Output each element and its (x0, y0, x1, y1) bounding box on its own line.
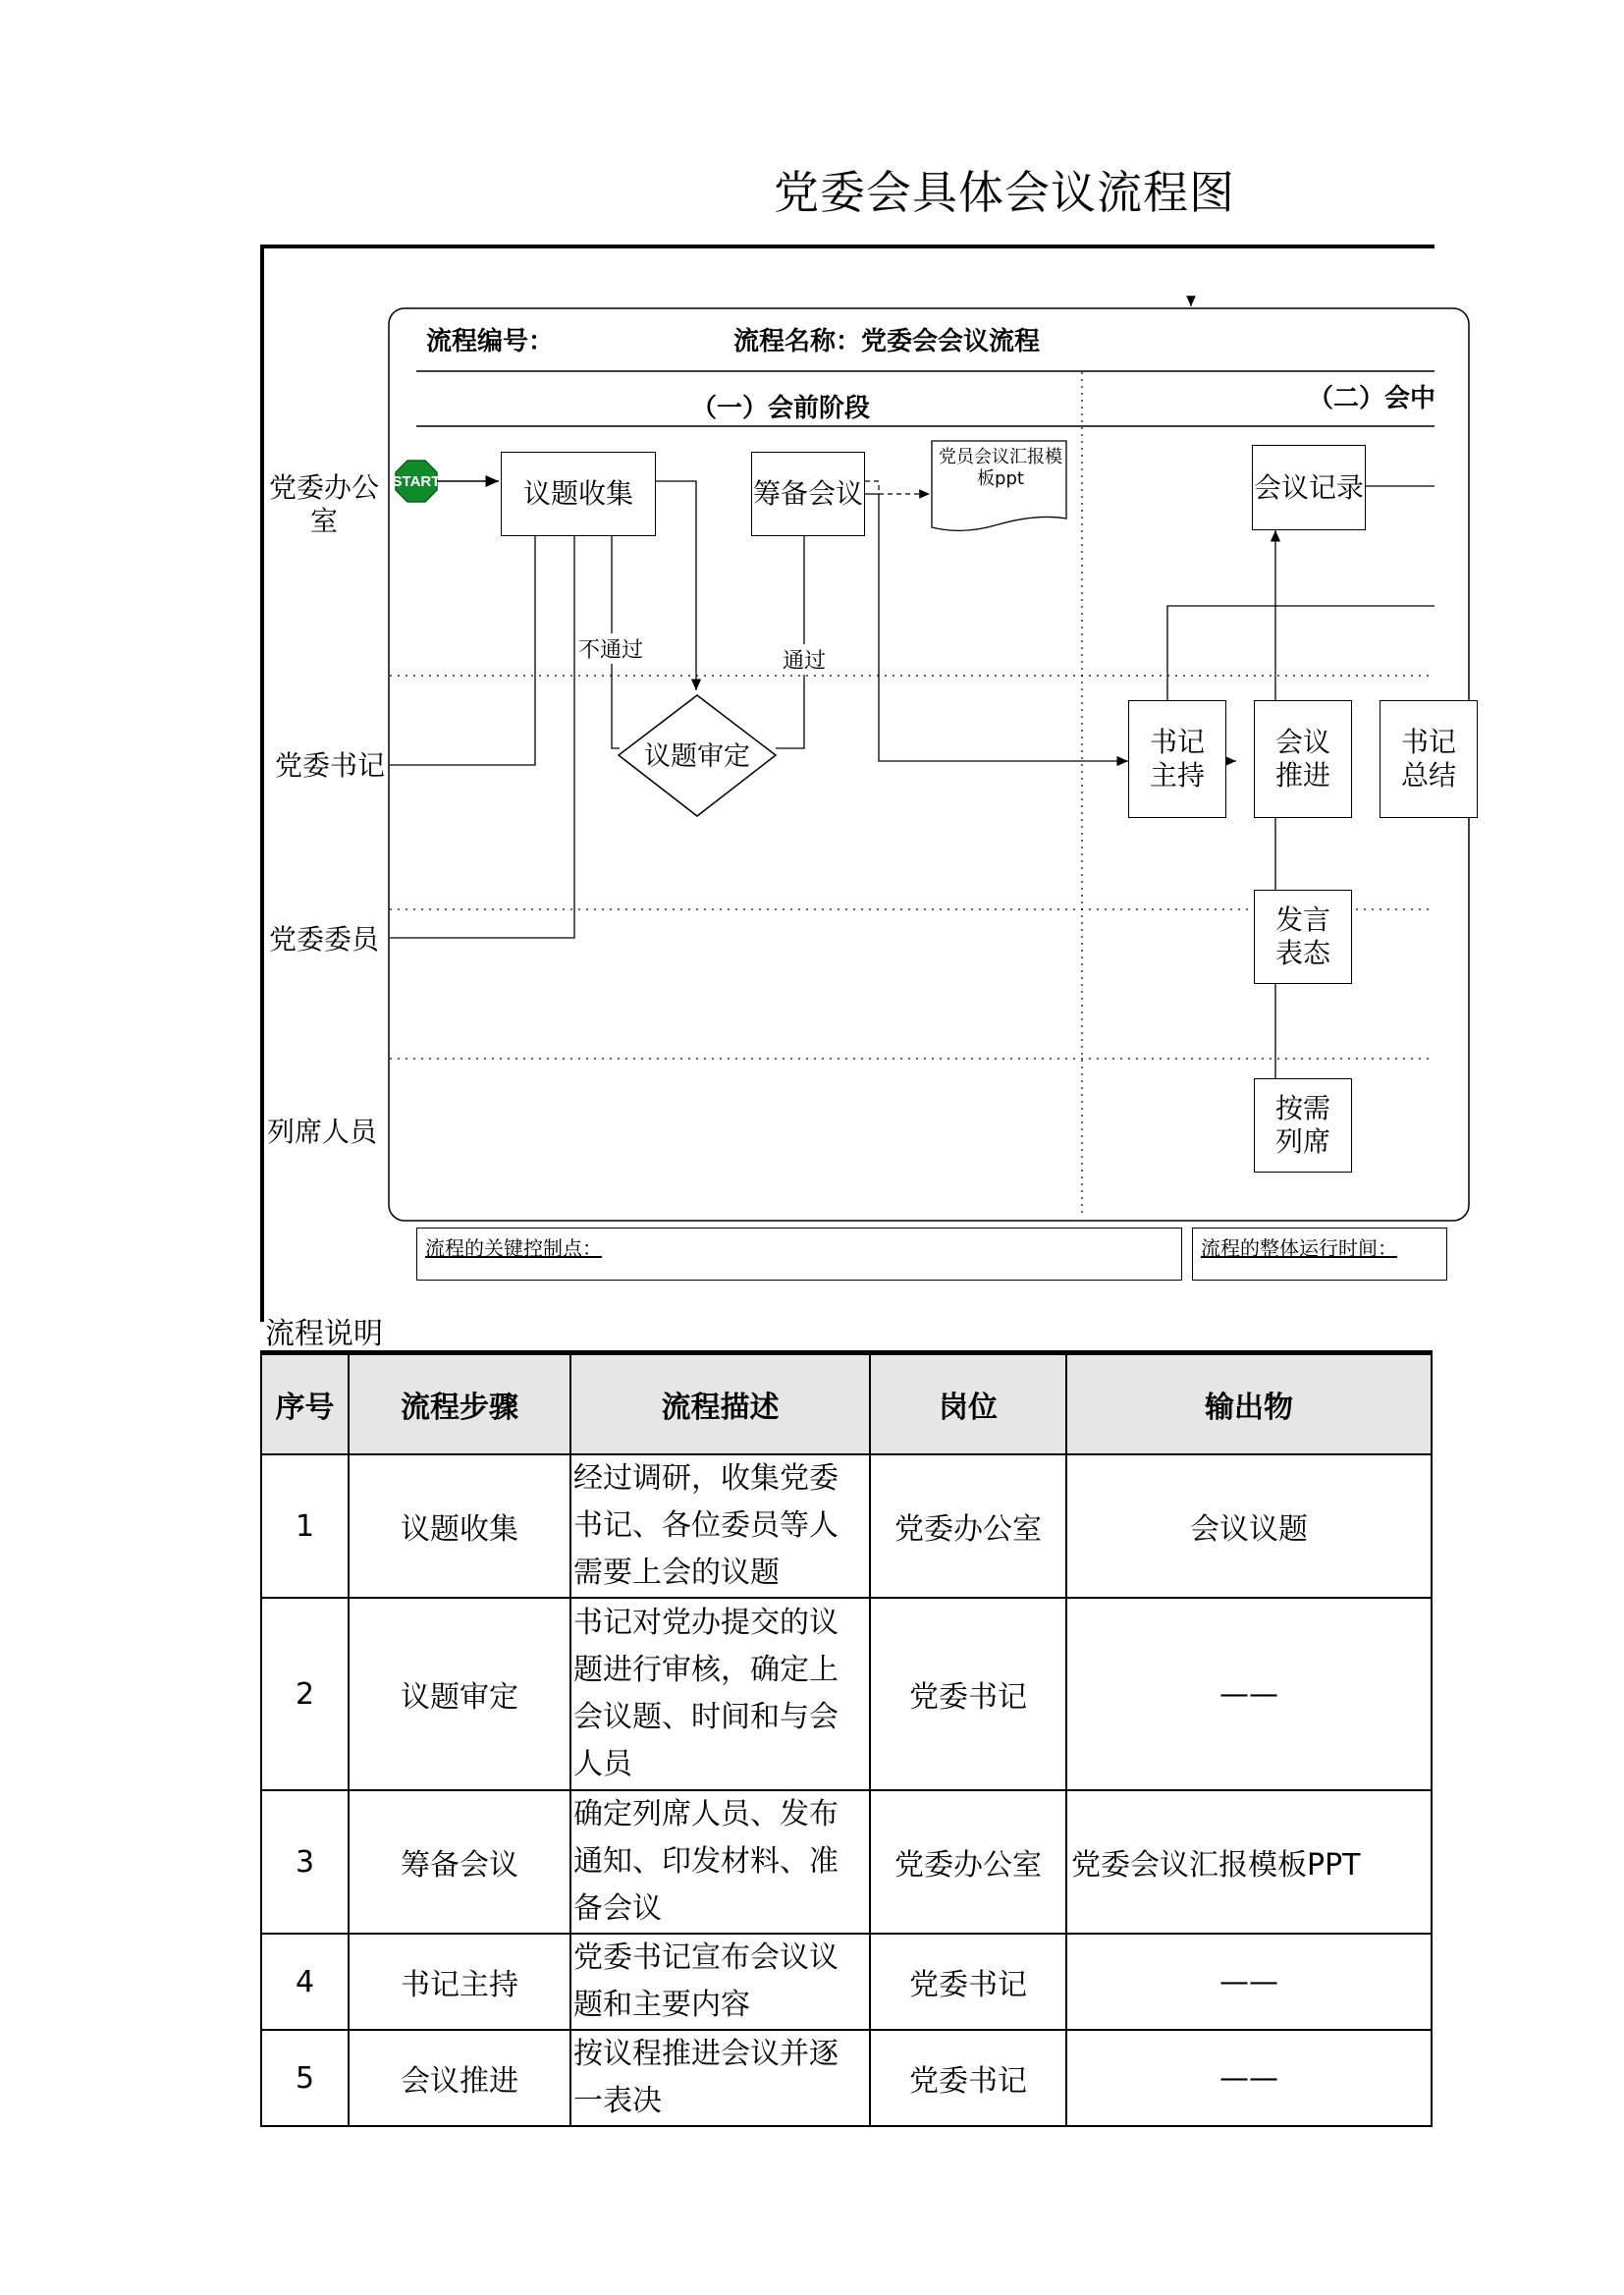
column-header-no: 序号 (261, 1353, 349, 1455)
column-header-step: 流程步骤 (349, 1353, 570, 1455)
table-row (261, 1454, 1432, 1598)
cell-desc: 确定列席人员、发布通知、印发材料、准备会议 (570, 1790, 870, 1934)
edge-label-passed: 通过 (783, 644, 826, 675)
cell-step: 议题审定 (349, 1598, 570, 1790)
edge-prepare-ppt (865, 481, 930, 494)
cell-role: 党委书记 (870, 1934, 1066, 2030)
start-label: START (392, 473, 441, 490)
cell-output: —— (1066, 1598, 1432, 1790)
column-header-role: 岗位 (870, 1353, 1066, 1455)
node-review-topics: 议题审定 (644, 741, 750, 772)
cell-no: 2 (261, 1598, 349, 1790)
edge-review-passed (776, 523, 804, 748)
page-title: 党委会具体会议流程图 (774, 166, 1235, 219)
lane-label-attendees: 列席人员 (266, 1116, 377, 1148)
cell-desc: 党委书记宣布会议议题和主要内容 (570, 1934, 870, 2030)
cell-output: —— (1066, 1934, 1432, 2030)
lane-label-secretary: 党委书记 (274, 749, 385, 782)
process-description-label: 流程说明 (265, 1317, 383, 1351)
cell-output: —— (1066, 2030, 1432, 2126)
cell-role: 党委办公室 (870, 1790, 1066, 1934)
cell-no: 5 (261, 2030, 349, 2126)
cell-step: 筹备会议 (349, 1790, 570, 1934)
node-ppt-template: 党员会议汇报模板ppt (939, 447, 1062, 489)
column-header-output: 输出物 (1066, 1353, 1432, 1455)
edge-prepare-host (865, 494, 1128, 761)
edge-member-collect (390, 524, 574, 938)
cell-no: 4 (261, 1934, 349, 2030)
table-row (261, 1934, 1432, 2030)
cell-output: 党委会议汇报模板PPT (1066, 1790, 1432, 1934)
edge-secretary-collect (390, 524, 535, 765)
table-row (261, 2030, 1432, 2126)
table-row (261, 1790, 1432, 1934)
key-control-points-box: 流程的关键控制点： (416, 1228, 1182, 1281)
cell-step: 书记主持 (349, 1934, 570, 2030)
cell-desc: 经过调研，收集党委书记、各位委员等人需要上会的议题 (570, 1454, 870, 1598)
edge-label-not-passed: 不通过 (578, 633, 643, 664)
cell-step: 会议推进 (349, 2030, 570, 2126)
edge-bracket (1167, 606, 1435, 710)
cell-role: 党委书记 (870, 1598, 1066, 1790)
node-collect-topics: 议题收集 (501, 452, 656, 536)
phase-in-meeting: （二）会中 (1308, 384, 1436, 413)
node-secretary-summary: 书记总结 (1380, 700, 1478, 818)
lane-label-party-office: 党委办公室 (268, 471, 379, 537)
cell-no: 3 (261, 1790, 349, 1934)
table-row (261, 1598, 1432, 1790)
process-name-label: 流程名称：党委会会议流程 (733, 327, 1041, 356)
column-header-desc: 流程描述 (570, 1353, 870, 1455)
node-speech-statement: 发言表态 (1254, 890, 1352, 984)
overall-runtime-box: 流程的整体运行时间： (1192, 1228, 1447, 1281)
edge-collect-review (656, 481, 696, 690)
cell-step: 议题收集 (349, 1454, 570, 1598)
flowchart-sheet (260, 245, 1456, 1322)
cell-desc: 书记对党办提交的议题进行审核，确定上会议题、时间和与会人员 (570, 1598, 870, 1790)
cell-role: 党委书记 (870, 2030, 1066, 2126)
node-meeting-record: 会议记录 (1252, 445, 1366, 530)
cell-role: 党委办公室 (870, 1454, 1066, 1598)
cell-no: 1 (261, 1454, 349, 1598)
process-description-table (260, 1350, 1433, 2127)
process-number-label: 流程编号： (426, 327, 555, 356)
table-header-row (261, 1353, 1432, 1455)
node-attend-as-needed: 按需列席 (1254, 1078, 1352, 1173)
node-prepare-meeting: 筹备会议 (751, 452, 865, 536)
node-meeting-advance: 会议推进 (1254, 700, 1352, 818)
phase-pre-meeting: （一）会前阶段 (691, 394, 871, 423)
cell-output: 会议议题 (1066, 1454, 1432, 1598)
node-secretary-host: 书记主持 (1128, 700, 1226, 818)
cell-desc: 按议程推进会议并逐一表决 (570, 2030, 870, 2126)
lane-label-members: 党委委员 (268, 923, 379, 956)
